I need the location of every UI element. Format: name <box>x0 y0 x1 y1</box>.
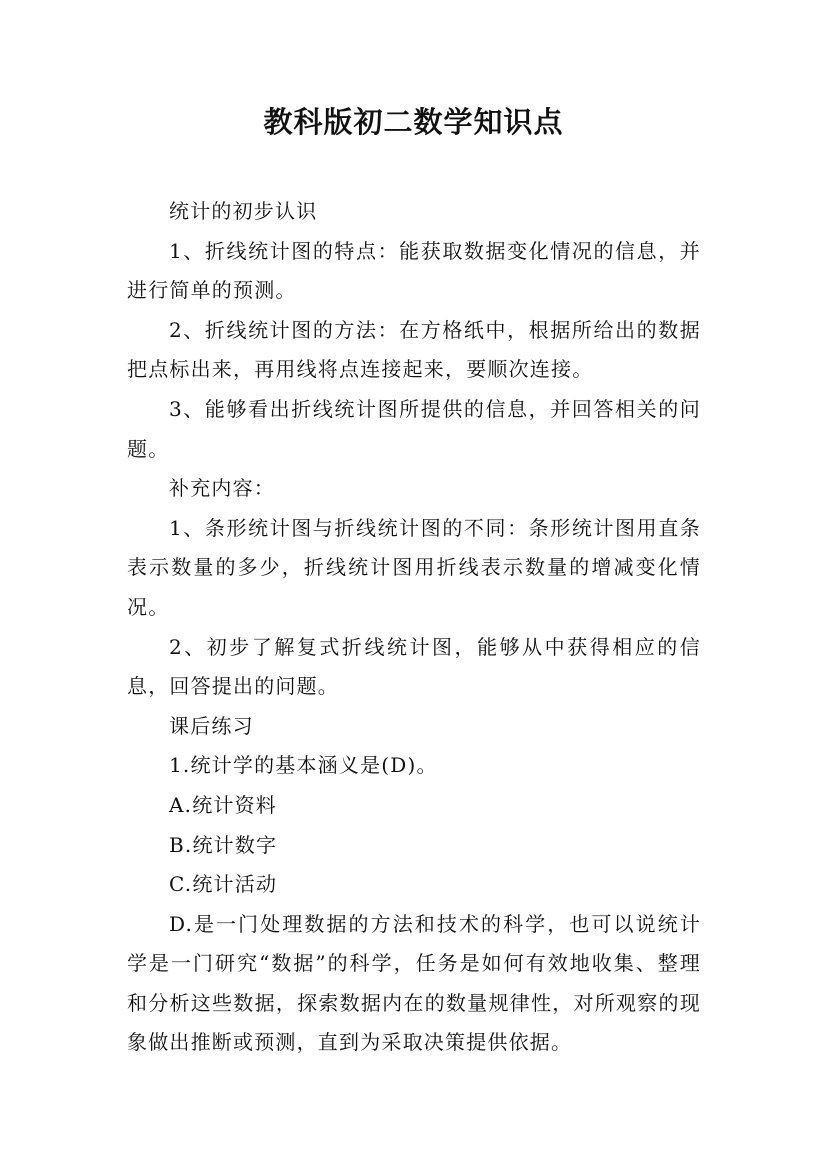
answer-option-b: B.统计数字 <box>169 832 278 857</box>
section-heading-statistics: 统计的初步认识 <box>169 199 318 223</box>
document-title: 教科版初二数学知识点 <box>263 105 564 139</box>
answer-option-a: A.统计资料 <box>169 792 278 817</box>
answer-option-d: D.是一门处理数据的方法和技术的科学，也可以说统计学是一门研究“数据”的科学，任务是如何有效地收集、整理和分析这些数据，探索数据内在的数量规律性，对所观察的现象做出推断或预测，直到为采取决策提供依据。 <box>127 911 701 1055</box>
answer-option-c: C.统计活动 <box>169 872 278 897</box>
section-heading-supplement: 补充内容： <box>169 476 275 501</box>
paragraph: 2、初步了解复式折线统计图，能够从中获得相应的信息，回答提出的问题。 <box>127 634 701 699</box>
question: 1.统计学的基本涵义是(D)。 <box>169 753 438 778</box>
paragraph: 1、折线统计图的特点：能获取数据变化情况的信息，并进行简单的预测。 <box>127 238 701 303</box>
paragraph: 2、折线统计图的方法：在方格纸中，根据所给出的数据把点标出来，再用线将点连接起来，要顺次连接。 <box>127 317 701 382</box>
paragraph: 3、能够看出折线统计图所提供的信息，并回答相关的问题。 <box>127 396 701 461</box>
paragraph: 1、条形统计图与折线统计图的不同：条形统计图用直条表示数量的多少，折线统计图用折线表示数量的增减变化情况。 <box>127 515 701 619</box>
document-body <box>127 192 701 1063</box>
section-heading-exercises: 课后练习 <box>169 713 254 738</box>
